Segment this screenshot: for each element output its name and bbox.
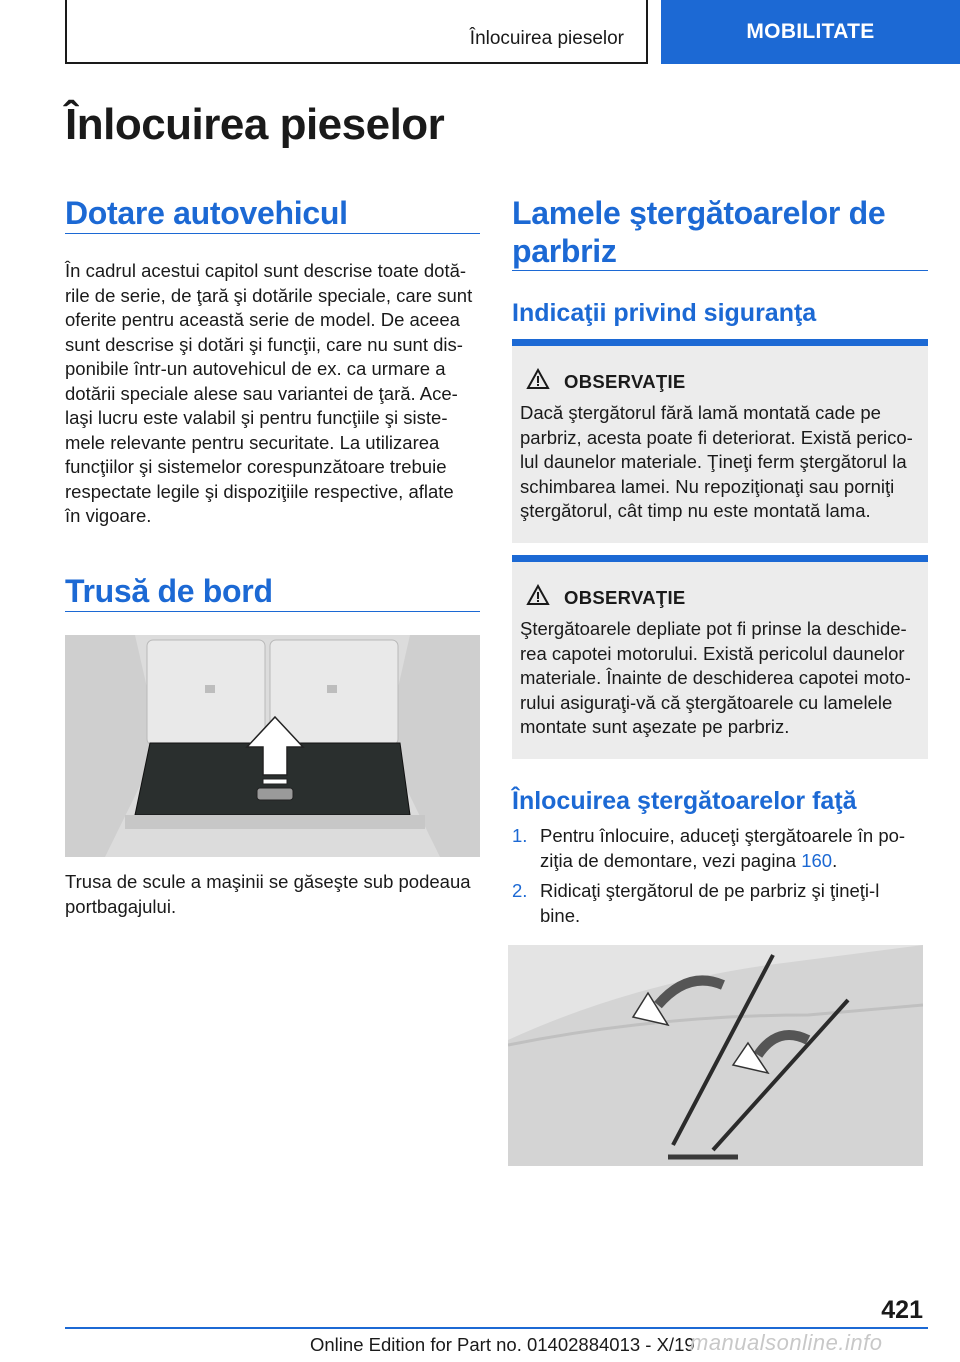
step-number: 2. bbox=[512, 880, 528, 901]
edition-line: Online Edition for Part no. 01402884013 - X/19 bbox=[310, 1334, 695, 1355]
step-text: Pentru înlocuire, aduceţi ştergătoarele în po- ziţia de demontare, vezi pagina bbox=[540, 825, 906, 871]
heading-front-wipers: Înlocuirea ştergătoarelor faţă bbox=[512, 787, 857, 815]
page-number: 421 bbox=[881, 1296, 923, 1324]
header-section-title: Înlocuirea pieselor bbox=[469, 28, 624, 49]
header-section-box bbox=[65, 0, 648, 64]
step-text: Ridicaţi ştergătorul de pe parbriz şi ţineţi-l bine. bbox=[540, 880, 880, 926]
toolkit-caption: Trusa de scule a maşinii se găseşte sub podeaua portbagajului. bbox=[65, 871, 471, 917]
footer-rule bbox=[65, 1327, 928, 1329]
warning-triangle-icon bbox=[526, 584, 550, 611]
header-chapter-tab[interactable]: MOBILITATE bbox=[661, 0, 960, 64]
wiper-illustration bbox=[508, 945, 923, 1166]
heading-equipment: Dotare autovehicul bbox=[65, 195, 348, 231]
heading-rule bbox=[65, 611, 480, 612]
page-title: Înlocuirea pieselor bbox=[65, 100, 445, 149]
heading-rule bbox=[512, 270, 928, 271]
notice-box bbox=[512, 339, 928, 543]
page-reference-link[interactable]: 160 bbox=[801, 849, 833, 871]
notice-title: OBSERVAŢIE bbox=[564, 586, 686, 608]
watermark: manualsonline.info bbox=[690, 1330, 883, 1355]
heading-wiper-blades: Lamele ştergătoarelor de parbriz bbox=[512, 195, 886, 269]
notice-body: Dacă ştergătorul fără lamă montată cade pe parbriz, acesta poate fi deteriorat. Există perico- lul daunelor materiale. Ţineţi ferm ştergătorul la schimbarea lamei. Nu repoziţionaţi sau porniţi ştergătorul, cât timp nu este montată lama. bbox=[520, 402, 913, 521]
notice-body: Ştergătoarele depliate pot fi prinse la deschide- rea capotei motorului. Există pericolul daunelor materiale. Înainte de deschiderea capotei moto- rului asiguraţi-vă că ştergătoarele cu lamelele montate sunt aşezate pe parbriz. bbox=[520, 618, 911, 737]
equipment-paragraph: În cadrul acestui capitol sunt descrise toate dotă- rile de serie, de ţară şi dotările speciale, care sunt oferite pentru această serie de model. De aceea sunt descrise şi dotări şi funcţii, care nu sunt dis- ponibile într-un autovehicul de ex. ca urmare a dotării speciale alese sau variantei de ţară. Ace- laşi lucru este valabil şi pentru funcţiile şi siste- mele relevante pentru securitate. La utilizarea funcţiilor şi sistemelor corespunzătoare trebuie respectate legile şi dispoziţiile respective, aflate în vigoare. bbox=[65, 260, 473, 526]
step-item bbox=[512, 879, 928, 928]
step-number: 1. bbox=[512, 825, 528, 846]
heading-toolkit: Trusă de bord bbox=[65, 573, 273, 609]
step-list bbox=[512, 824, 928, 934]
warning-triangle-icon bbox=[526, 368, 550, 395]
toolkit-illustration bbox=[65, 635, 480, 857]
heading-rule bbox=[65, 233, 480, 234]
heading-safety: Indicaţii privind siguranţa bbox=[512, 299, 817, 327]
notice-title: OBSERVAŢIE bbox=[564, 370, 686, 392]
step-text-end: . bbox=[832, 849, 838, 871]
notice-box bbox=[512, 555, 928, 759]
step-item bbox=[512, 824, 928, 873]
